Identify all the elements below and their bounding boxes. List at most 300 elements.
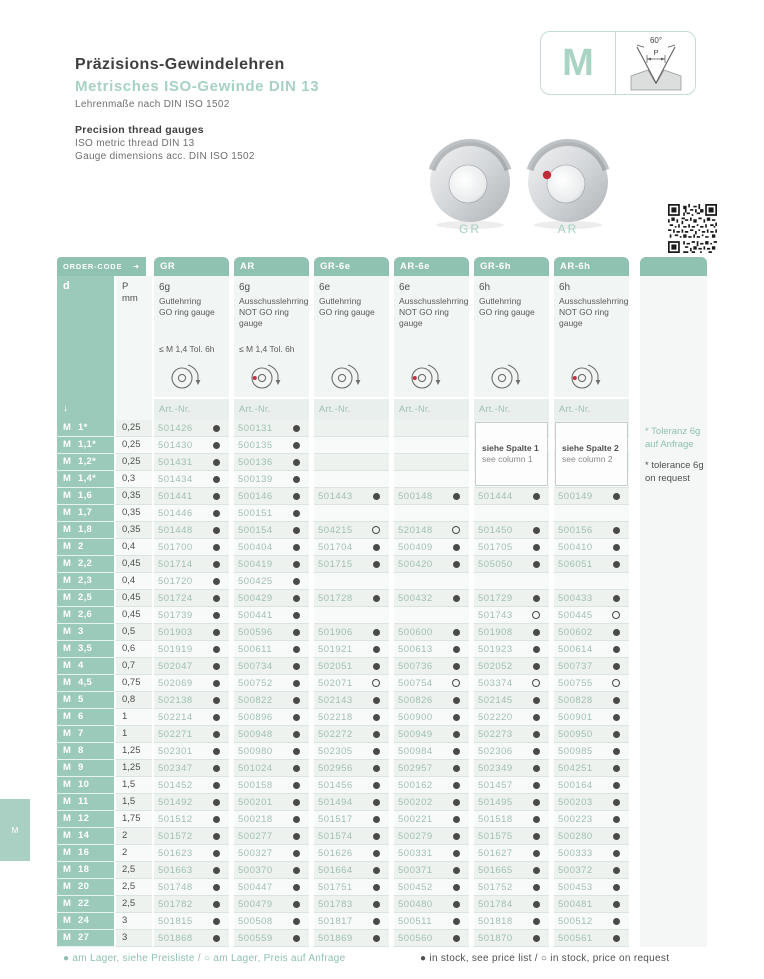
gauge-type-de: Ausschusslehrring [559, 296, 629, 306]
art-nr-value: 502956 [318, 762, 353, 774]
art-nr-cell [154, 471, 229, 488]
art-nr-value: 501446 [158, 507, 193, 519]
go-ring-gauge-photo [424, 138, 516, 230]
in-stock-dot [533, 799, 540, 806]
art-nr-cell [314, 573, 389, 590]
art-nr-cell [394, 760, 469, 777]
art-nr-value: 501572 [158, 830, 193, 842]
thread-size-cell: M 4 [57, 658, 114, 675]
in-stock-dot [533, 867, 540, 874]
thread-size-cell: M 7 [57, 726, 114, 743]
art-nr-cell [394, 437, 469, 454]
table-row [57, 828, 707, 845]
art-nr-cell [394, 862, 469, 879]
art-nr-value: 501574 [318, 830, 353, 842]
in-stock-dot [213, 663, 220, 670]
in-stock-dot [613, 561, 620, 568]
art-nr-value: 501739 [158, 609, 193, 621]
stock-legend-en: ● in stock, see price list / ○ in stock, price on request [420, 953, 670, 964]
art-nr-cell [154, 930, 229, 947]
art-nr-cell [154, 505, 229, 522]
art-nr-cell [234, 862, 309, 879]
in-stock-dot [613, 799, 620, 806]
art-nr-value: 501623 [158, 847, 193, 859]
art-nr-value: 502957 [398, 762, 433, 774]
art-nr-cell [554, 811, 629, 828]
art-nr-value: 500162 [398, 779, 433, 791]
art-nr-value: 500559 [238, 932, 273, 944]
in-stock-dot [533, 918, 540, 925]
art-nr-value: 500737 [558, 660, 593, 672]
art-nr-cell [314, 454, 389, 471]
gauge-type-de: Gutlehrring [479, 296, 522, 306]
gauge-type-en: NOT GO ring gauge [239, 307, 289, 328]
thread-size-cell: M 16 [57, 845, 114, 862]
art-nr-value: 500754 [398, 677, 433, 689]
in-stock-dot [293, 884, 300, 891]
column-tab: AR-6h [554, 257, 629, 276]
art-nr-cell [314, 471, 389, 488]
art-nr-value: 500734 [238, 660, 273, 672]
art-nr-cell [474, 590, 549, 607]
in-stock-dot [373, 935, 380, 942]
art-nr-cell [554, 743, 629, 760]
svg-text:60°: 60° [649, 36, 662, 45]
go-ring-rotation-icon [166, 358, 208, 394]
art-nr-value: 502301 [158, 745, 193, 757]
art-nr-cell [394, 675, 469, 692]
in-stock-dot [533, 714, 540, 721]
art-nr-cell [314, 505, 389, 522]
art-nr-value: 500429 [238, 592, 273, 604]
pitch-cell: 3 [116, 913, 152, 930]
art-nr-value: 500409 [398, 541, 433, 553]
art-nr-label: Art.-Nr. [314, 397, 389, 420]
art-nr-value: 501430 [158, 439, 193, 451]
art-nr-cell [154, 573, 229, 590]
pitch-cell: 0,8 [116, 692, 152, 709]
art-nr-cell [234, 760, 309, 777]
art-nr-value: 501724 [158, 592, 193, 604]
in-stock-dot [293, 850, 300, 857]
art-nr-label: Art.-Nr. [554, 397, 629, 420]
pitch-cell: 0,5 [116, 624, 152, 641]
art-nr-value: 501457 [478, 779, 513, 791]
art-nr-value: 500331 [398, 847, 433, 859]
art-nr-cell [314, 794, 389, 811]
column-tab: GR [154, 257, 229, 276]
art-nr-value: 502143 [318, 694, 353, 706]
art-nr-value: 502347 [158, 762, 193, 774]
pitch-cell: 1 [116, 726, 152, 743]
table-row [57, 845, 707, 862]
in-stock-dot [613, 918, 620, 925]
art-nr-cell [154, 913, 229, 930]
art-nr-value: 501512 [158, 813, 193, 825]
art-nr-cell [154, 522, 229, 539]
art-nr-cell [474, 743, 549, 760]
art-nr-cell [314, 675, 389, 692]
art-nr-cell [554, 879, 629, 896]
art-nr-value: 500218 [238, 813, 273, 825]
art-nr-value: 502271 [158, 728, 193, 740]
art-nr-cell [234, 624, 309, 641]
in-stock-dot [213, 646, 220, 653]
art-nr-cell [314, 692, 389, 709]
tolerance-class: 6g [159, 282, 171, 293]
pitch-cell: 3 [116, 930, 152, 947]
art-nr-value: 500948 [238, 728, 273, 740]
art-nr-value: 501700 [158, 541, 193, 553]
art-nr-cell [474, 845, 549, 862]
art-nr-value: 501869 [318, 932, 353, 944]
art-nr-cell [154, 675, 229, 692]
art-nr-cell [154, 641, 229, 658]
thread-size-cell: M 2 [57, 539, 114, 556]
art-nr-value: 500151 [238, 507, 273, 519]
in-stock-dot [613, 782, 620, 789]
art-nr-cell [314, 862, 389, 879]
pitch-cell: 0,35 [116, 488, 152, 505]
art-nr-value: 501518 [478, 813, 513, 825]
in-stock-dot [453, 833, 460, 840]
art-nr-cell [394, 811, 469, 828]
art-nr-value: 501626 [318, 847, 353, 859]
column-header-ar-6e [394, 257, 469, 420]
art-nr-cell [154, 454, 229, 471]
in-stock-dot [293, 867, 300, 874]
art-nr-value: 501817 [318, 915, 353, 927]
art-nr-value: 501024 [238, 762, 273, 774]
art-nr-cell [234, 658, 309, 675]
in-stock-dot [373, 867, 380, 874]
notgo-ring-label: AR [557, 222, 579, 236]
art-nr-cell [554, 624, 629, 641]
art-nr-value: 500149 [558, 490, 593, 502]
art-nr-cell [554, 522, 629, 539]
in-stock-dot [293, 748, 300, 755]
in-stock-dot [373, 765, 380, 772]
in-stock-dot [293, 697, 300, 704]
art-nr-cell [154, 624, 229, 641]
in-stock-dot [293, 459, 300, 466]
art-nr-cell [554, 641, 629, 658]
in-stock-dot [613, 867, 620, 874]
in-stock-dot [453, 731, 460, 738]
art-nr-value: 500156 [558, 524, 593, 536]
table-row [57, 743, 707, 760]
in-stock-dot [213, 833, 220, 840]
art-nr-value: 500447 [238, 881, 273, 893]
pitch-cell: 1,25 [116, 760, 152, 777]
column-header-gr-6h [474, 257, 549, 420]
pitch-cell: 0,45 [116, 556, 152, 573]
in-stock-dot [613, 493, 620, 500]
art-nr-value: 500223 [558, 813, 593, 825]
column-tab: AR-6e [394, 257, 469, 276]
art-nr-cell [234, 573, 309, 590]
order-code-strip [57, 257, 146, 276]
art-nr-cell [314, 590, 389, 607]
in-stock-dot [453, 816, 460, 823]
thread-size-cell: M 5 [57, 692, 114, 709]
art-nr-value: 500901 [558, 711, 593, 723]
thread-size-cell: M 3 [57, 624, 114, 641]
art-nr-cell [474, 726, 549, 743]
red-marking-dot [573, 376, 577, 380]
art-nr-cell [474, 624, 549, 641]
art-nr-cell [474, 539, 549, 556]
table-row [57, 777, 707, 794]
in-stock-dot [533, 765, 540, 772]
pitch-cell: 2,5 [116, 896, 152, 913]
in-stock-dot [213, 578, 220, 585]
notgo-ring-rotation-icon [406, 358, 448, 394]
in-stock-dot [293, 782, 300, 789]
pitch-cell: 0,7 [116, 658, 152, 675]
art-nr-cell [554, 777, 629, 794]
see-column-note-de: siehe Spalte 1 [482, 443, 539, 453]
art-nr-value: 500410 [558, 541, 593, 553]
pitch-cell: 0,45 [116, 607, 152, 624]
art-nr-cell [394, 777, 469, 794]
art-nr-cell [394, 692, 469, 709]
art-nr-value: 500596 [238, 626, 273, 638]
art-nr-cell [474, 556, 549, 573]
thread-size-cell: M 1,1* [57, 437, 114, 454]
in-stock-dot [533, 646, 540, 653]
art-nr-cell [234, 726, 309, 743]
table-row [57, 896, 707, 913]
art-nr-value: 501448 [158, 524, 193, 536]
art-nr-cell [394, 607, 469, 624]
in-stock-dot [613, 833, 620, 840]
in-stock-dot [293, 442, 300, 449]
ring-gauge-icon [406, 358, 448, 397]
art-nr-value: 502138 [158, 694, 193, 706]
art-nr-value: 500280 [558, 830, 593, 842]
in-stock-dot [293, 510, 300, 517]
in-stock-dot [453, 867, 460, 874]
art-nr-value: 501444 [478, 490, 513, 502]
art-nr-value: 502214 [158, 711, 193, 723]
ring-gauge-icon [566, 358, 608, 397]
art-nr-cell [314, 743, 389, 760]
thread-size-cell: M 2,3 [57, 573, 114, 590]
in-stock-dot [533, 697, 540, 704]
notgo-ring-gauge-photo [522, 138, 614, 230]
art-nr-value: 501456 [318, 779, 353, 791]
column-header-gr-6e [314, 257, 389, 420]
pitch-cell: 0,35 [116, 505, 152, 522]
in-stock-dot [373, 850, 380, 857]
thread-profile-icon [617, 34, 695, 92]
in-stock-dot [373, 493, 380, 500]
art-nr-value: 500420 [398, 558, 433, 570]
in-stock-dot [613, 935, 620, 942]
art-nr-value: 500419 [238, 558, 273, 570]
pitch-cell: 0,4 [116, 573, 152, 590]
art-nr-value: 501923 [478, 643, 513, 655]
in-stock-dot [613, 748, 620, 755]
art-nr-value: 501908 [478, 626, 513, 638]
art-nr-value: 501919 [158, 643, 193, 655]
art-nr-value: 501870 [478, 932, 513, 944]
art-nr-value: 501729 [478, 592, 513, 604]
in-stock-dot [293, 816, 300, 823]
art-nr-value: 504251 [558, 762, 593, 774]
art-nr-cell [234, 539, 309, 556]
tolerance-class: 6h [559, 282, 571, 293]
standard-note-de: Lehrenmaße nach DIN ISO 1502 [75, 99, 230, 110]
arrow-right-icon: ➜ [132, 262, 140, 271]
art-nr-value: 501431 [158, 456, 193, 468]
art-nr-cell [394, 930, 469, 947]
art-nr-value: 501704 [318, 541, 353, 553]
table-row [57, 658, 707, 675]
art-nr-label: Art.-Nr. [394, 397, 469, 420]
red-marking-dot [413, 376, 417, 380]
table-row [57, 692, 707, 709]
art-nr-value: 500561 [558, 932, 593, 944]
in-stock-dot [453, 646, 460, 653]
art-nr-cell [554, 828, 629, 845]
in-stock-dot [213, 442, 220, 449]
art-nr-value: 501921 [318, 643, 353, 655]
thread-size-cell: M 12 [57, 811, 114, 828]
in-stock-dot [293, 731, 300, 738]
pitch-cell: 0,3 [116, 471, 152, 488]
art-nr-cell [394, 913, 469, 930]
art-nr-cell [154, 760, 229, 777]
in-stock-dot [213, 731, 220, 738]
art-nr-cell [234, 692, 309, 709]
art-nr-value: 500164 [558, 779, 593, 791]
p-label: P [122, 281, 129, 292]
column-header-ar-6h [554, 257, 629, 420]
art-nr-value: 500333 [558, 847, 593, 859]
art-nr-value: 500201 [238, 796, 273, 808]
in-stock-dot [533, 884, 540, 891]
column-tab: AR [234, 257, 309, 276]
art-nr-cell [234, 437, 309, 454]
art-nr-value: 501441 [158, 490, 193, 502]
in-stock-dot [613, 765, 620, 772]
table-row [57, 556, 707, 573]
in-stock-dot [453, 935, 460, 942]
art-nr-value: 500980 [238, 745, 273, 757]
ring-gauge-icon [246, 358, 288, 397]
art-nr-label: Art.-Nr. [234, 397, 309, 420]
column-tab: GR-6h [474, 257, 549, 276]
art-nr-value: 500158 [238, 779, 273, 791]
ring-gauge-icon [326, 358, 368, 397]
art-nr-value: 500154 [238, 524, 273, 536]
thread-size-cell: M 3,5 [57, 641, 114, 658]
table-row [57, 539, 707, 556]
art-nr-value: 500371 [398, 864, 433, 876]
pitch-cell: 1 [116, 709, 152, 726]
art-nr-value: 500613 [398, 643, 433, 655]
in-stock-dot [453, 901, 460, 908]
art-nr-value: 501627 [478, 847, 513, 859]
art-nr-value: 502273 [478, 728, 513, 740]
arrow-down-icon: ↓ [63, 403, 68, 414]
ring-gauge-icon [486, 358, 528, 397]
in-stock-dot [533, 748, 540, 755]
in-stock-dot [453, 493, 460, 500]
art-nr-cell [234, 488, 309, 505]
in-stock-dot [213, 595, 220, 602]
in-stock-dot [293, 646, 300, 653]
art-nr-value: 501434 [158, 473, 193, 485]
art-nr-value: 500755 [558, 677, 593, 689]
in-stock-dot [533, 850, 540, 857]
in-stock-dot [453, 544, 460, 551]
gauge-type-en: GO ring gauge [319, 307, 375, 317]
art-nr-cell [154, 709, 229, 726]
art-nr-cell [154, 658, 229, 675]
table-row [57, 811, 707, 828]
in-stock-dot [613, 646, 620, 653]
stock-legend-de: ● am Lager, siehe Preisliste / ○ am Lager, Preis auf Anfrage [63, 953, 346, 964]
in-stock-dot [373, 782, 380, 789]
in-stock-dot [373, 748, 380, 755]
art-nr-value: 500370 [238, 864, 273, 876]
art-nr-cell [554, 913, 629, 930]
art-nr-value: 502220 [478, 711, 513, 723]
art-nr-cell [474, 505, 549, 522]
art-nr-cell [554, 607, 629, 624]
table-row [57, 709, 707, 726]
art-nr-value: 500611 [238, 643, 272, 655]
red-marking-dot [543, 171, 551, 179]
pitch-cell: 1,5 [116, 777, 152, 794]
pitch-cell: 2 [116, 828, 152, 845]
in-stock-dot [293, 527, 300, 534]
in-stock-dot [373, 629, 380, 636]
art-nr-value: 500560 [398, 932, 433, 944]
art-nr-cell [474, 641, 549, 658]
in-stock-dot [533, 833, 540, 840]
in-stock-dot [213, 884, 220, 891]
in-stock-dot [213, 850, 220, 857]
art-nr-cell [554, 862, 629, 879]
in-stock-dot [293, 595, 300, 602]
on-request-dot [372, 526, 380, 534]
art-nr-cell [474, 709, 549, 726]
in-stock-dot [213, 935, 220, 942]
art-nr-cell [154, 811, 229, 828]
thread-size-cell: M 14 [57, 828, 114, 845]
art-nr-cell [314, 760, 389, 777]
art-nr-cell [154, 896, 229, 913]
art-nr-value: 501426 [158, 422, 193, 434]
art-nr-cell [234, 777, 309, 794]
art-nr-value: 502052 [478, 660, 513, 672]
art-nr-cell [394, 641, 469, 658]
art-nr-cell [474, 930, 549, 947]
art-nr-value: 504215 [318, 524, 353, 536]
art-nr-value: 501452 [158, 779, 193, 791]
go-ring-label: GR [459, 222, 481, 236]
art-nr-value: 500828 [558, 694, 593, 706]
art-nr-cell [154, 879, 229, 896]
in-stock-dot [293, 714, 300, 721]
art-nr-value: 501818 [478, 915, 513, 927]
in-stock-dot [453, 697, 460, 704]
thread-size-cell: M 1,6 [57, 488, 114, 505]
